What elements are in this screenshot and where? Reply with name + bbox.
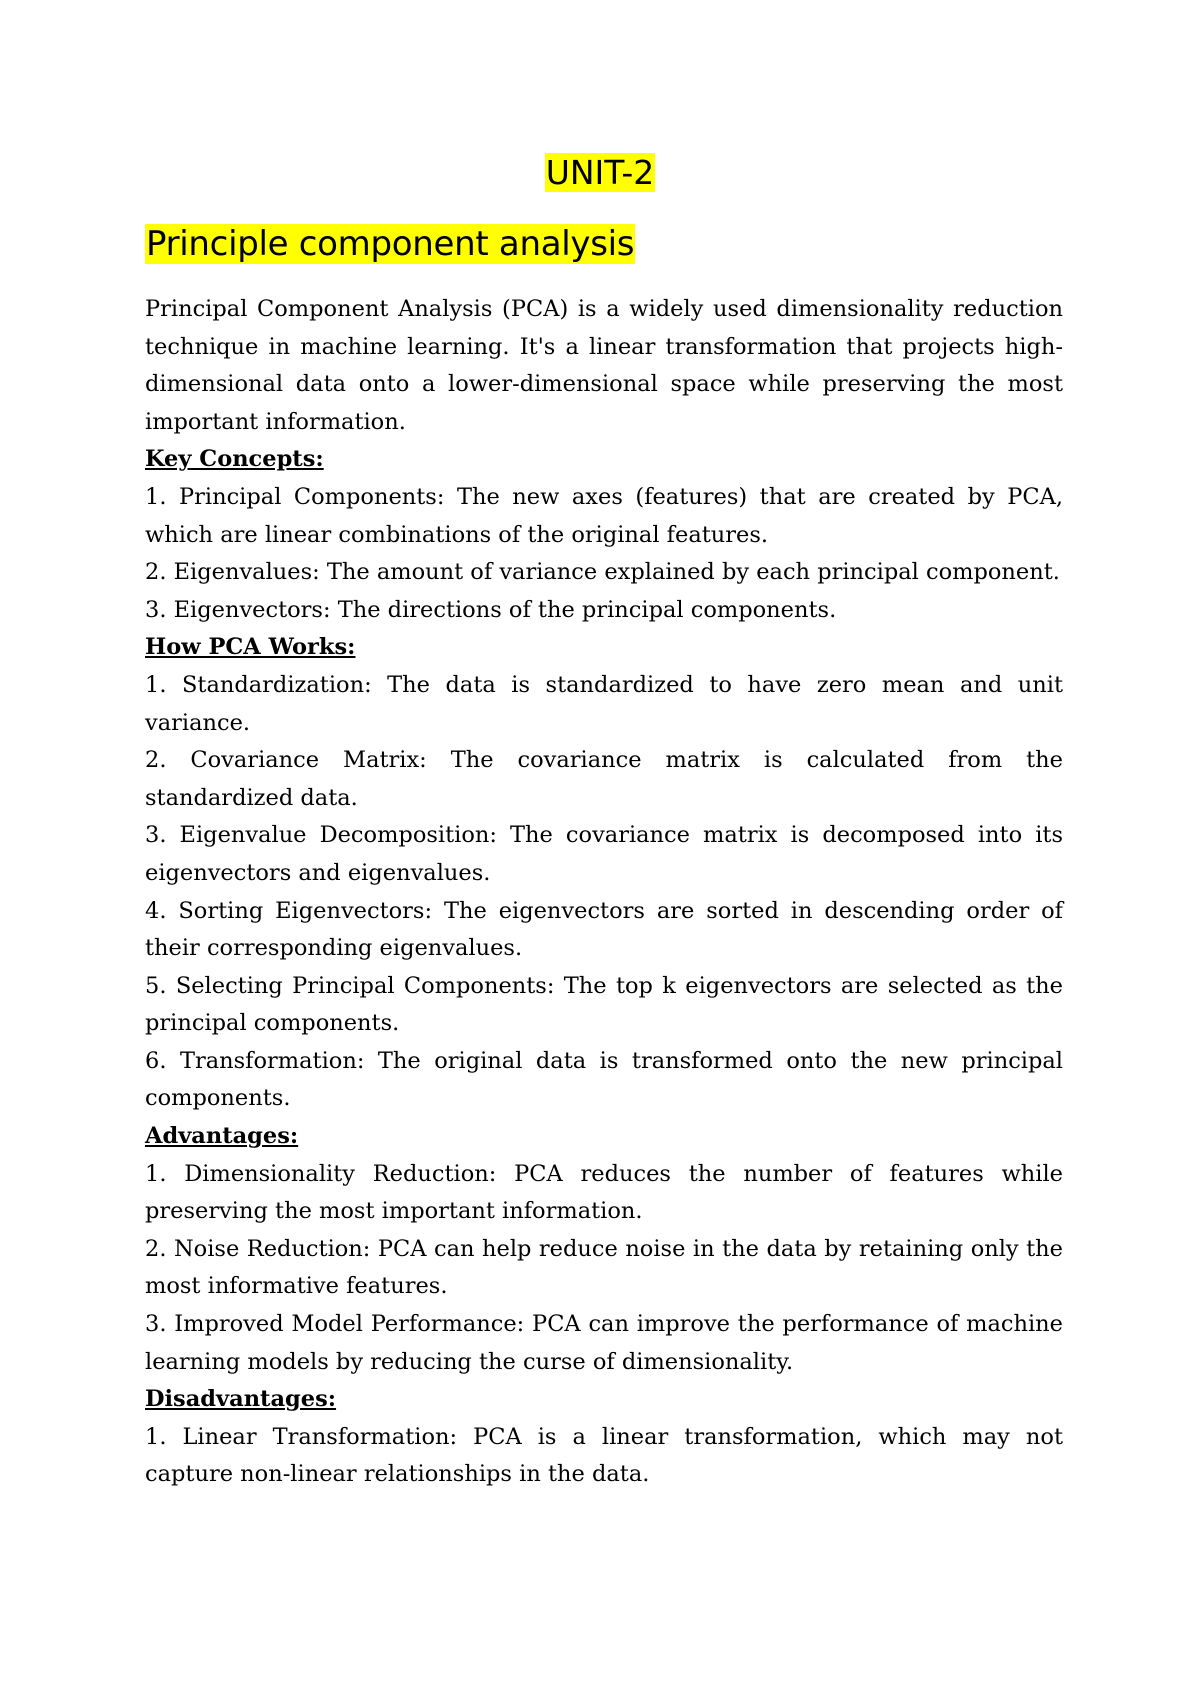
section-heading: Key Concepts: [145,446,324,473]
section-heading: Disadvantages: [145,1386,337,1413]
list-item: 2. Noise Reduction: PCA can help reduce noise in the data by retaining only the most informative features. [145,1235,1063,1300]
section-advantages [145,1118,1063,1381]
list-item: 5. Selecting Principal Components: The top k eigenvectors are selected as the principal components. [145,972,1063,1037]
section-heading: Advantages: [145,1123,299,1150]
section-how-pca-works [145,629,1063,1118]
list-item: 4. Sorting Eigenvectors: The eigenvectors are sorted in descending order of their corresponding eigenvalues. [145,897,1063,962]
list-item: 1. Standardization: The data is standardized to have zero mean and unit variance. [145,671,1063,736]
list-item: 2. Covariance Matrix: The covariance matrix is calculated from the standardized data. [145,747,1063,811]
list-item: 1. Linear Transformation: PCA is a linear transformation, which may not capture non-linear relationships in the data. [145,1423,1063,1488]
intro-paragraph: Principal Component Analysis (PCA) is a widely used dimensionality reduction technique in machine learning. It's a linear transformation that projects high-dimensional data onto a lower-dimensional space while preserving the most important information. [145,296,1063,435]
list-item: 3. Eigenvalue Decomposition: The covariance matrix is decomposed into its eigenvectors and eigenvalues. [145,822,1063,886]
title-text: Principle component analysis [146,224,635,264]
list-item: 1. Dimensionality Reduction: PCA reduces the number of features while preserving the most important information. [145,1160,1063,1225]
list-item: 6. Transformation: The original data is transformed onto the new principal components. [145,1047,1063,1112]
list-item: 1. Principal Components: The new axes (features) that are created by PCA, which are linear combinations of the original features. [145,483,1063,548]
list-item: 3. Eigenvectors: The directions of the principal components. [145,596,837,623]
document-body [145,291,1063,1494]
list-item: 3. Improved Model Performance: PCA can improve the performance of machine learning models by reducing the curse of dimensionality. [145,1311,1063,1375]
unit-heading [0,150,1200,196]
section-disadvantages [145,1381,1063,1494]
list-item: 2. Eigenvalues: The amount of variance explained by each principal component. [145,559,1060,586]
section-heading: How PCA Works: [145,634,356,661]
page-title [145,220,635,268]
section-key-concepts [145,441,1063,629]
unit-label: UNIT-2 [545,153,655,192]
